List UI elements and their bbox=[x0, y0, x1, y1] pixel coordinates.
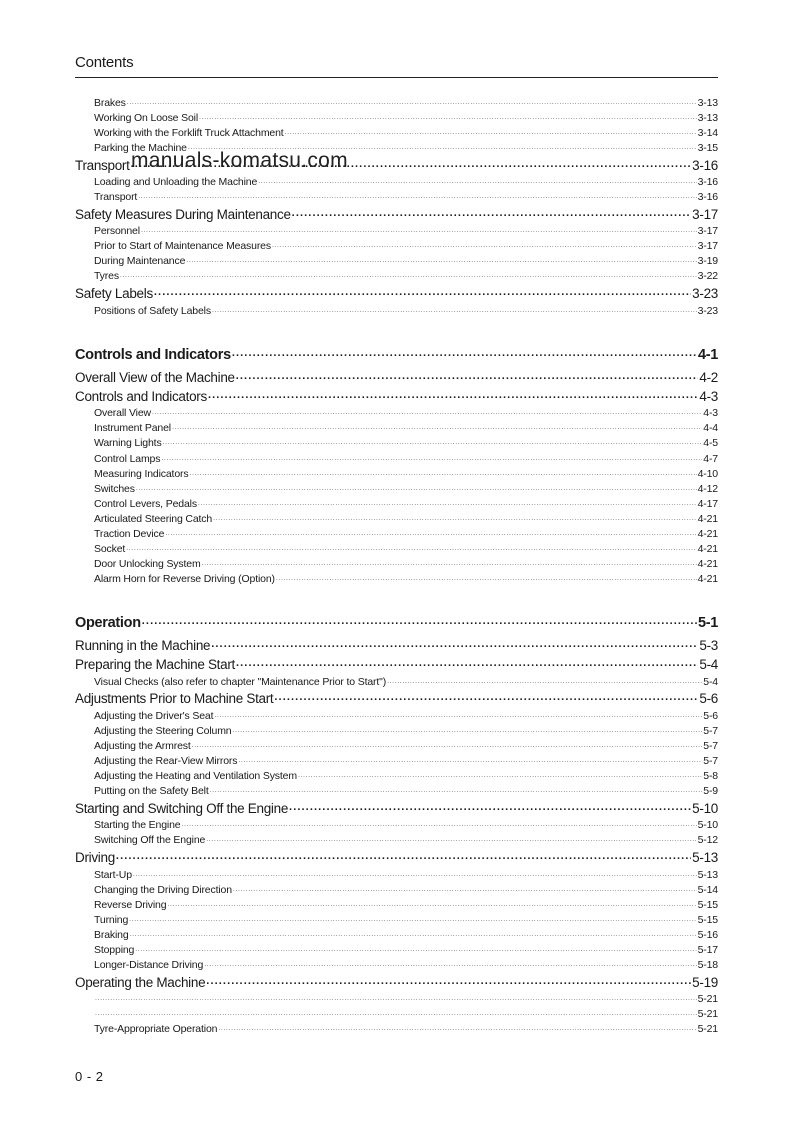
dot-leader bbox=[206, 973, 691, 987]
dot-leader bbox=[272, 238, 697, 249]
toc-subsection-entry[interactable] bbox=[94, 674, 718, 688]
toc-subsection-entry[interactable] bbox=[94, 942, 718, 956]
dot-leader bbox=[189, 466, 696, 477]
toc-entry-page-number: 5-21 bbox=[697, 992, 718, 1005]
toc-entry-label: Traction Device bbox=[94, 527, 165, 540]
toc-entry-page-number: 4-4 bbox=[703, 421, 718, 434]
toc-subsection-entry[interactable] bbox=[94, 927, 718, 941]
dot-leader bbox=[133, 867, 697, 878]
toc-entry-label: Control Lamps bbox=[94, 452, 161, 465]
dot-leader bbox=[186, 253, 696, 264]
dot-leader bbox=[258, 174, 696, 185]
dot-leader bbox=[236, 368, 699, 382]
toc-entry-page-number: 3-17 bbox=[692, 206, 718, 222]
toc-subsection-entry[interactable] bbox=[94, 882, 718, 896]
toc-entry-label: Braking bbox=[94, 928, 129, 941]
toc-entry-label: Operating the Machine bbox=[75, 974, 206, 990]
toc-entry-page-number: 3-13 bbox=[697, 111, 718, 124]
dot-leader bbox=[163, 435, 703, 446]
toc-entry-page-number: 5-13 bbox=[692, 849, 718, 865]
toc-subsection-entry[interactable] bbox=[94, 110, 718, 124]
toc-entry-page-number: 3-13 bbox=[697, 96, 718, 109]
dot-leader bbox=[138, 189, 696, 200]
dot-leader bbox=[136, 481, 697, 492]
toc-section-entry[interactable] bbox=[75, 848, 718, 865]
toc-entry-page-number: 5-3 bbox=[699, 637, 718, 653]
toc-entry-label: Working with the Forklift Truck Attachment bbox=[94, 126, 284, 139]
page-number: 0 - 2 bbox=[75, 1069, 104, 1084]
toc-subsection-entry[interactable] bbox=[94, 435, 718, 449]
toc-subsection-entry[interactable] bbox=[94, 189, 718, 203]
toc-entry-label: Adjusting the Steering Column bbox=[94, 724, 232, 737]
toc-entry-label: Transport bbox=[94, 190, 138, 203]
toc-subsection-entry[interactable] bbox=[94, 303, 718, 317]
toc-entry-label: Control Levers, Pedals bbox=[94, 497, 197, 510]
toc-entry-label: Door Unlocking System bbox=[94, 557, 201, 570]
toc-entry-label: Reverse Driving bbox=[94, 898, 167, 911]
toc-section-entry[interactable] bbox=[75, 689, 718, 706]
toc-section-entry[interactable] bbox=[75, 799, 718, 816]
toc-entry-page-number: 5-15 bbox=[697, 913, 718, 926]
toc-entry-page-number: 4-3 bbox=[699, 388, 718, 404]
toc-entry-page-number: 5-10 bbox=[697, 818, 718, 831]
toc-subsection-entry[interactable] bbox=[94, 268, 718, 282]
dot-leader bbox=[210, 783, 703, 794]
dot-leader bbox=[126, 541, 696, 552]
toc-subsection-entry[interactable] bbox=[94, 768, 718, 782]
toc-subsection-entry[interactable] bbox=[94, 420, 718, 434]
toc-entry-label: Switches bbox=[94, 482, 135, 495]
toc-section-entry[interactable] bbox=[75, 387, 718, 404]
toc-section-entry[interactable] bbox=[75, 973, 718, 990]
toc-subsection-entry[interactable] bbox=[94, 238, 718, 252]
toc-subsection-entry[interactable] bbox=[94, 832, 718, 846]
toc-entry-page-number: 5-6 bbox=[699, 690, 718, 706]
toc-subsection-entry[interactable] bbox=[94, 817, 718, 831]
toc-section-entry[interactable] bbox=[75, 284, 718, 301]
toc-entry-label: Adjusting the Rear-View Mirrors bbox=[94, 754, 238, 767]
toc-section-entry[interactable] bbox=[75, 368, 718, 385]
toc-subsection-entry[interactable] bbox=[94, 496, 718, 510]
toc-entry-page-number: 5-4 bbox=[703, 675, 718, 688]
toc-entry-label: Prior to Start of Maintenance Measures bbox=[94, 239, 271, 252]
toc-entry-page-number: 4-21 bbox=[697, 527, 718, 540]
toc-entry-page-number: 3-15 bbox=[697, 141, 718, 154]
dot-leader bbox=[298, 768, 702, 779]
toc-entry-page-number: 5-12 bbox=[697, 833, 718, 846]
toc-subsection-entry[interactable] bbox=[94, 571, 718, 585]
toc-entry-page-number: 3-14 bbox=[697, 126, 718, 139]
dot-leader bbox=[238, 753, 702, 764]
dot-leader bbox=[233, 882, 697, 893]
toc-subsection-entry[interactable] bbox=[94, 867, 718, 881]
toc-entry-page-number: 4-10 bbox=[697, 467, 718, 480]
dot-leader bbox=[192, 738, 703, 749]
dot-leader bbox=[95, 1006, 697, 1017]
toc-entry-page-number: 5-17 bbox=[697, 943, 718, 956]
toc-entry-label: Running in the Machine bbox=[75, 637, 211, 653]
dot-leader bbox=[232, 344, 697, 359]
toc-entry-page-number: 5-1 bbox=[697, 614, 718, 631]
toc-subsection-entry[interactable] bbox=[94, 738, 718, 752]
toc-entry-page-number: 4-3 bbox=[703, 406, 718, 419]
toc-entry-label: Loading and Unloading the Machine bbox=[94, 175, 258, 188]
toc-section-entry[interactable] bbox=[75, 655, 718, 672]
toc-entry-page-number: 4-21 bbox=[697, 572, 718, 585]
dot-leader bbox=[142, 612, 697, 627]
dot-leader bbox=[213, 511, 696, 522]
toc-entry-label: Overall View of the Machine bbox=[75, 369, 235, 385]
toc-subsection-entry[interactable] bbox=[94, 556, 718, 570]
toc-entry-page-number: 3-16 bbox=[692, 157, 718, 173]
toc-subsection-entry[interactable] bbox=[94, 511, 718, 525]
toc-entry-page-number: 5-4 bbox=[699, 656, 718, 672]
toc-subsection-entry[interactable] bbox=[94, 174, 718, 188]
toc-subsection-entry[interactable] bbox=[94, 466, 718, 480]
toc-subsection-entry[interactable] bbox=[94, 991, 718, 1005]
dot-leader bbox=[274, 689, 698, 703]
toc-subsection-entry[interactable] bbox=[94, 1006, 718, 1020]
toc-entry-label: Transport bbox=[75, 157, 130, 173]
dot-leader bbox=[120, 268, 697, 279]
toc-entry-page-number: 4-5 bbox=[703, 436, 718, 449]
dot-leader bbox=[289, 799, 691, 813]
toc-entry-label: Preparing the Machine Start bbox=[75, 656, 235, 672]
dot-leader bbox=[198, 496, 697, 507]
toc-subsection-entry[interactable] bbox=[94, 957, 718, 971]
dot-leader bbox=[141, 223, 697, 234]
toc-subsection-entry[interactable] bbox=[94, 753, 718, 767]
toc-subsection-entry[interactable] bbox=[94, 481, 718, 495]
toc-entry-label: Stopping bbox=[94, 943, 135, 956]
toc-entry-label: Adjusting the Heating and Ventilation System bbox=[94, 769, 297, 782]
dot-leader bbox=[165, 526, 696, 537]
toc-entry-label: Overall View bbox=[94, 406, 151, 419]
dot-leader bbox=[218, 1021, 696, 1032]
toc-entry-page-number: 5-10 bbox=[692, 800, 718, 816]
toc-entry-label: During Maintenance bbox=[94, 254, 186, 267]
toc-entry-page-number: 4-21 bbox=[697, 557, 718, 570]
dot-leader bbox=[154, 284, 691, 298]
toc-entry-label: Parking the Machine bbox=[94, 141, 187, 154]
toc-entry-page-number: 5-16 bbox=[697, 928, 718, 941]
toc-section-entry[interactable] bbox=[75, 636, 718, 653]
toc-subsection-entry[interactable] bbox=[94, 723, 718, 737]
toc-subsection-entry[interactable] bbox=[94, 783, 718, 797]
dot-leader bbox=[211, 636, 698, 650]
toc-entry-label: Instrument Panel bbox=[94, 421, 171, 434]
dot-leader bbox=[167, 897, 696, 908]
toc-subsection-entry[interactable] bbox=[94, 253, 718, 267]
toc-entry-label: Socket bbox=[94, 542, 126, 555]
dot-leader bbox=[116, 848, 691, 862]
toc-entry-label: Starting and Switching Off the Engine bbox=[75, 800, 289, 816]
dot-leader bbox=[161, 451, 702, 462]
toc-entry-label: Driving bbox=[75, 849, 115, 865]
toc-entry-label: Warning Lights bbox=[94, 436, 162, 449]
toc-entry-page-number: 5-18 bbox=[697, 958, 718, 971]
dot-leader bbox=[129, 912, 696, 923]
toc-entry-page-number: 4-21 bbox=[697, 542, 718, 555]
toc-entry-page-number: 5-19 bbox=[692, 974, 718, 990]
toc-entry-label: Adjusting the Driver's Seat bbox=[94, 709, 214, 722]
dot-leader bbox=[95, 991, 697, 1002]
toc-entry-label: Adjustments Prior to Machine Start bbox=[75, 690, 274, 706]
toc-entry-label: Tyre-Appropriate Operation bbox=[94, 1022, 218, 1035]
toc-entry-page-number: 5-7 bbox=[703, 739, 718, 752]
toc-entry-label: Starting the Engine bbox=[94, 818, 181, 831]
toc-entry-page-number: 5-13 bbox=[697, 868, 718, 881]
toc-entry-page-number: 5-7 bbox=[703, 754, 718, 767]
dot-leader bbox=[199, 110, 697, 121]
toc-entry-label: Adjusting the Armrest bbox=[94, 739, 191, 752]
toc-entry-label: Switching Off the Engine bbox=[94, 833, 206, 846]
toc-entry-label: Longer-Distance Driving bbox=[94, 958, 204, 971]
dot-leader bbox=[204, 957, 696, 968]
toc-entry-label: Safety Labels bbox=[75, 285, 153, 301]
toc-entry-label: Brakes bbox=[94, 96, 126, 109]
toc-entry-page-number: 4-12 bbox=[697, 482, 718, 495]
dot-leader bbox=[135, 942, 696, 953]
toc-entry-label: Turning bbox=[94, 913, 129, 926]
dot-leader bbox=[387, 674, 702, 685]
toc-section-entry[interactable] bbox=[75, 205, 718, 222]
toc-entry-page-number: 3-17 bbox=[697, 224, 718, 237]
toc-entry-page-number: 5-7 bbox=[703, 724, 718, 737]
toc-entry-page-number: 3-23 bbox=[692, 285, 718, 301]
toc-subsection-entry[interactable] bbox=[94, 541, 718, 555]
toc-subsection-entry[interactable] bbox=[94, 223, 718, 237]
toc-entry-label: Personnel bbox=[94, 224, 140, 237]
toc-entry-label: Start-Up bbox=[94, 868, 132, 881]
dot-leader bbox=[181, 817, 696, 828]
dot-leader bbox=[276, 571, 697, 582]
dot-leader bbox=[152, 405, 702, 416]
watermark: manuals-komatsu.com bbox=[131, 149, 348, 172]
toc-entry-label: Tyres bbox=[94, 269, 119, 282]
toc-entry-label: Putting on the Safety Belt bbox=[94, 784, 209, 797]
toc-subsection-entry[interactable] bbox=[94, 526, 718, 540]
toc-entry-label: Measuring Indicators bbox=[94, 467, 189, 480]
toc-entry-label: Visual Checks (also refer to chapter "Maintenance Prior to Start") bbox=[94, 675, 387, 688]
toc-entry-label: Articulated Steering Catch bbox=[94, 512, 213, 525]
toc-chapter-entry[interactable] bbox=[75, 344, 718, 363]
toc-entry-label: Operation bbox=[75, 614, 141, 631]
toc-subsection-entry[interactable] bbox=[94, 897, 718, 911]
page-header-title: Contents bbox=[75, 54, 134, 71]
dot-leader bbox=[214, 708, 702, 719]
toc-entry-page-number: 5-21 bbox=[697, 1022, 718, 1035]
dot-leader bbox=[130, 927, 697, 938]
dot-leader bbox=[206, 832, 696, 843]
toc-entry-label: Positions of Safety Labels bbox=[94, 304, 211, 317]
toc-entry-page-number: 4-17 bbox=[697, 497, 718, 510]
toc-entry-label: Alarm Horn for Reverse Driving (Option) bbox=[94, 572, 275, 585]
toc-entry-page-number: 5-15 bbox=[697, 898, 718, 911]
toc-entry-label: Controls and Indicators bbox=[75, 388, 207, 404]
toc-entry-page-number: 3-19 bbox=[697, 254, 718, 267]
toc-entry-page-number: 3-17 bbox=[697, 239, 718, 252]
dot-leader bbox=[208, 387, 698, 401]
dot-leader bbox=[232, 723, 702, 734]
toc-entry-page-number: 4-1 bbox=[697, 346, 718, 363]
dot-leader bbox=[212, 303, 697, 314]
toc-entry-label: Controls and Indicators bbox=[75, 346, 231, 363]
toc-entry-page-number: 4-2 bbox=[699, 369, 718, 385]
dot-leader bbox=[202, 556, 697, 567]
toc-entry-page-number: 3-16 bbox=[697, 175, 718, 188]
toc-subsection-entry[interactable] bbox=[94, 405, 718, 419]
dot-leader bbox=[236, 655, 698, 669]
toc-entry-page-number: 3-16 bbox=[697, 190, 718, 203]
toc-subsection-entry[interactable] bbox=[94, 95, 718, 109]
dot-leader bbox=[292, 205, 692, 219]
toc-entry-page-number: 5-14 bbox=[697, 883, 718, 896]
dot-leader bbox=[127, 95, 697, 106]
toc-entry-page-number: 4-21 bbox=[697, 512, 718, 525]
toc-entry-page-number: 4-7 bbox=[703, 452, 718, 465]
toc-subsection-entry[interactable] bbox=[94, 912, 718, 926]
dot-leader bbox=[285, 125, 697, 136]
toc-entry-page-number: 5-9 bbox=[703, 784, 718, 797]
toc-entry-label: Safety Measures During Maintenance bbox=[75, 206, 291, 222]
toc-entry-page-number: 5-6 bbox=[703, 709, 718, 722]
toc-subsection-entry[interactable] bbox=[94, 708, 718, 722]
toc-entry-label: Changing the Driving Direction bbox=[94, 883, 232, 896]
dot-leader bbox=[172, 420, 702, 431]
toc-subsection-entry[interactable] bbox=[94, 451, 718, 465]
toc-chapter-entry[interactable] bbox=[75, 612, 718, 631]
toc-subsection-entry[interactable] bbox=[94, 1021, 718, 1035]
toc-entry-page-number: 5-21 bbox=[697, 1007, 718, 1020]
toc-entry-label: Working On Loose Soil bbox=[94, 111, 199, 124]
toc-entry-page-number: 5-8 bbox=[703, 769, 718, 782]
toc-entry-page-number: 3-22 bbox=[697, 269, 718, 282]
toc-entry-page-number: 3-23 bbox=[697, 304, 718, 317]
toc-subsection-entry[interactable] bbox=[94, 125, 718, 139]
